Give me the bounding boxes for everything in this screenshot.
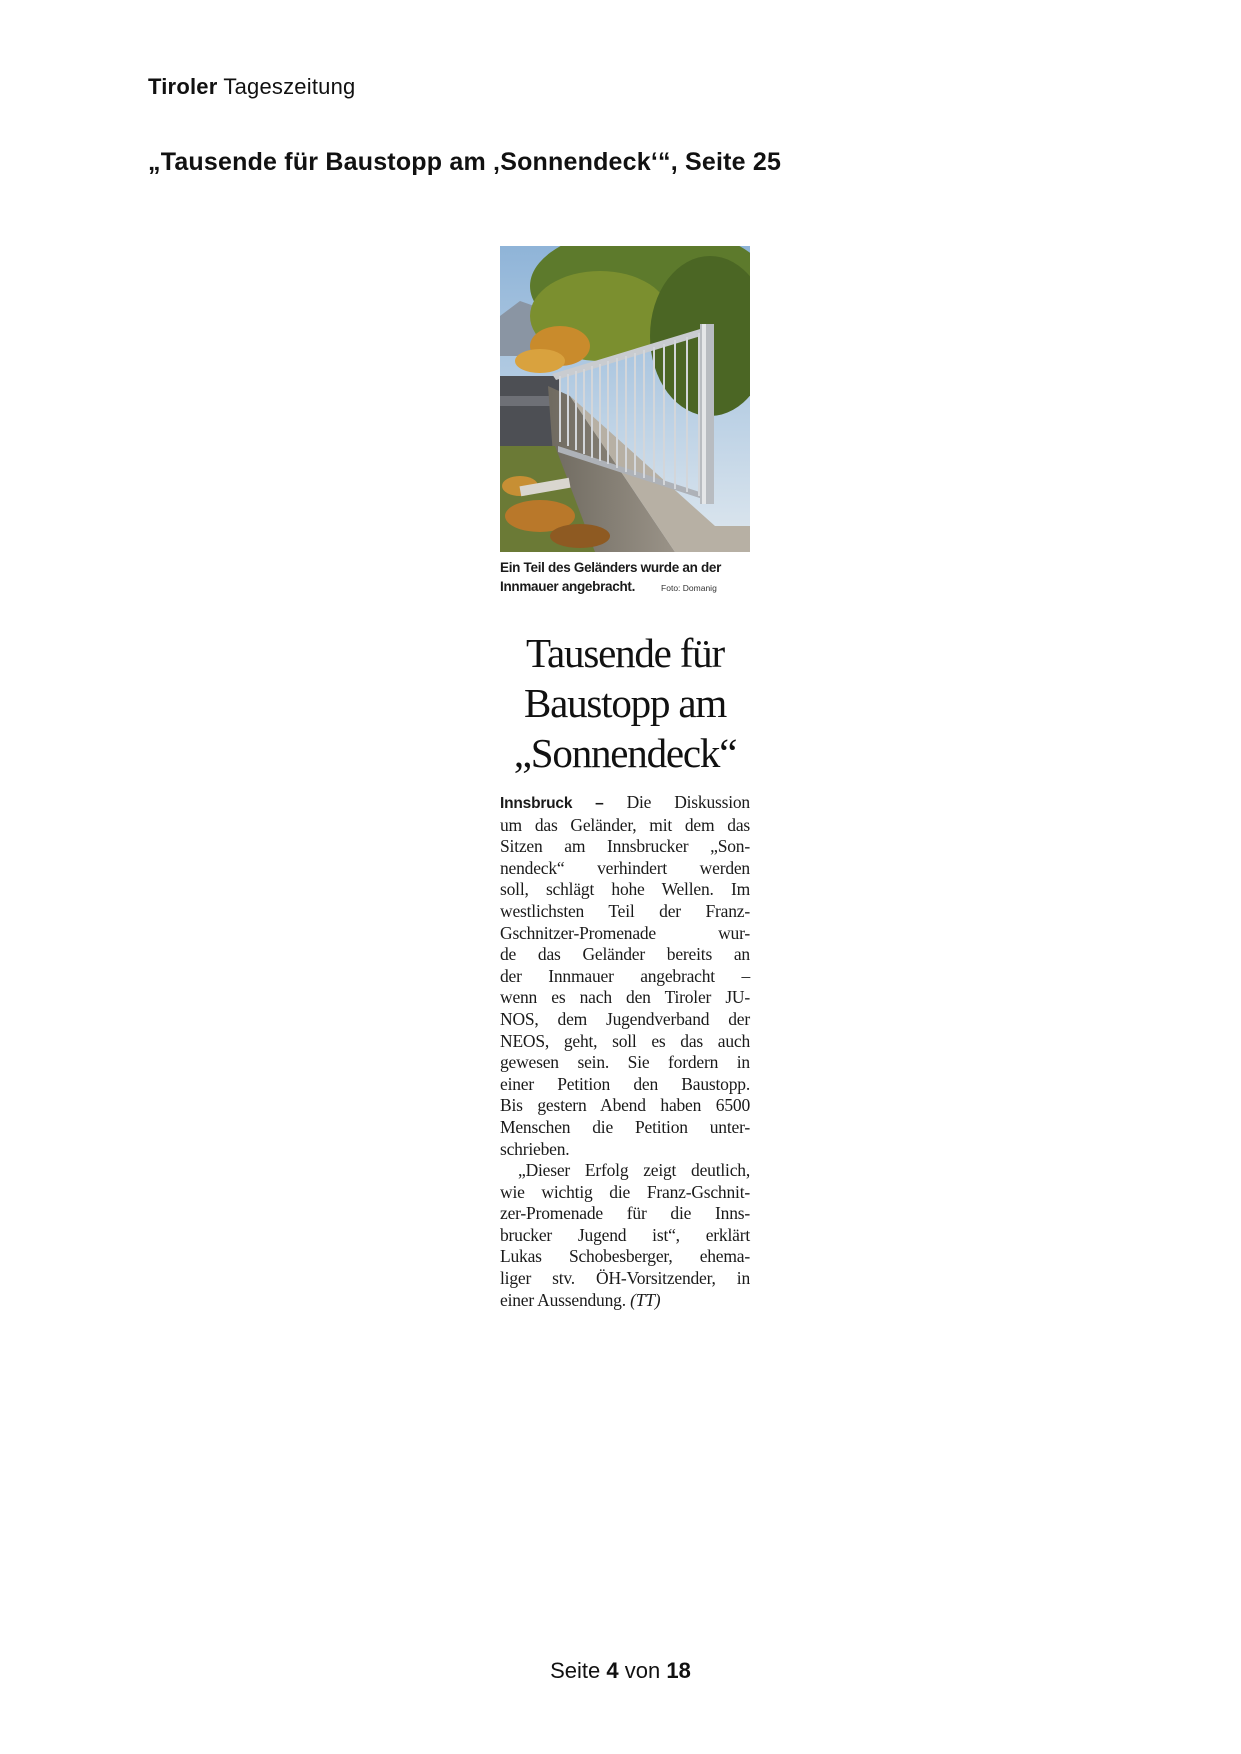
headline-line-3: „Sonnendeck“ [513,730,737,776]
newspaper-clipping [500,246,750,1311]
paragraph1-line: Bis gestern Abend haben 6500 [500,1095,750,1116]
paragraph2-line: liger stv. ÖH-Vorsitzender, in [500,1268,750,1289]
paragraph1-line: Gschnitzer-Promenade wur- [500,922,750,943]
paragraph1-line-0: Die Diskussion [626,792,750,812]
paragraph1-line: einer Petition den Baustopp. [500,1073,750,1094]
paragraph1-line: westlichsten Teil der Franz- [500,900,750,921]
photo-caption-line2-text: Innmauer angebracht. [500,579,636,594]
photo-caption-line1: Ein Teil des Geländers wurde an der [500,560,722,575]
headline-line-1: Tausende für [526,630,724,676]
publication-name-bold: Tiroler [148,74,218,99]
headline-line-2: Baustopp am [523,680,727,726]
source-tag: (TT) [630,1289,661,1310]
article-headline [500,628,750,778]
paragraph1-line: wenn es nach den Tiroler JU- [500,987,750,1008]
dateline: Innsbruck – [500,795,604,812]
paragraph1-line: de das Geländer bereits an [500,944,750,965]
body-first-line [500,792,750,815]
paragraph1-line: soll, schlägt hohe Wellen. Im [500,879,750,900]
paragraph1-line: nendeck“ verhindert werden [500,857,750,878]
publication-name-rest: Tageszeitung [223,74,356,99]
publication-name [148,74,355,100]
railing-photo [500,246,750,552]
paragraph1-line: Sitzen am Innsbrucker „Son- [500,836,750,857]
photo-credit: Foto: Domanig [661,583,717,593]
page-number [0,1658,1241,1684]
paragraph1-line: schrieben. [500,1138,570,1159]
article-reference: „Tausende für Baustopp am ‚Sonnendeck‘“, Seite 25 [148,148,782,176]
paragraph1-line: NEOS, geht, soll es das auch [500,1030,750,1051]
paragraph1-line: Menschen die Petition unter- [500,1116,750,1137]
paragraph2-line: zer-Promenade für die Inns- [500,1203,750,1224]
total-pages: 18 [666,1658,691,1683]
paragraph1-line: um das Geländer, mit dem das [500,814,750,835]
page-middle: von [624,1658,661,1683]
paragraph2-last-line [500,1290,750,1312]
paragraph2-line: einer Aussendung. [500,1289,626,1310]
paragraph2-line: „Dieser Erfolg zeigt deutlich, [518,1160,750,1181]
paragraph2-line: wie wichtig die Franz-Gschnit- [500,1181,750,1202]
paragraph2-line: brucker Jugend ist“, erklärt [500,1224,750,1245]
paragraph1-line: NOS, dem Jugendverband der [500,1008,750,1029]
paragraph1-line: der Innmauer angebracht – [500,965,750,986]
railing-photo-icon [500,246,750,552]
page-prefix: Seite [550,1658,601,1683]
paragraph2-line: Lukas Schobesberger, ehema- [500,1246,750,1267]
current-page: 4 [606,1658,619,1683]
article-body [500,792,750,1311]
photo-caption [500,558,750,598]
paragraph1-line: gewesen sein. Sie fordern in [500,1052,750,1073]
photo-caption-line2 [500,577,750,598]
